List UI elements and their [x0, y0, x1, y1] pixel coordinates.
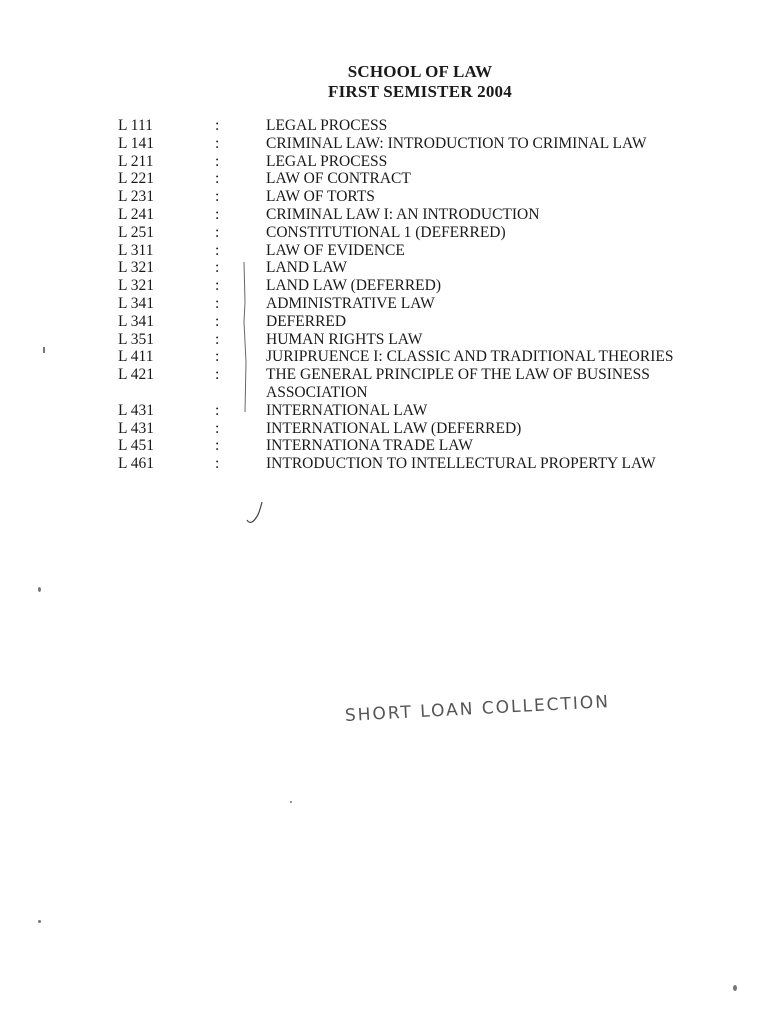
course-title: CRIMINAL LAW I: AN INTRODUCTION: [266, 205, 540, 223]
course-title: JURIPRUENCE I: CLASSIC AND TRADITIONAL THEORIES: [266, 348, 674, 366]
course-row: [0, 170, 768, 188]
separator: :: [215, 241, 220, 259]
separator: :: [215, 437, 220, 455]
course-title: ADMINISTRATIVE LAW: [266, 294, 435, 312]
separator: :: [215, 117, 220, 134]
course-title: LAND LAW (DEFERRED): [266, 277, 441, 295]
course-code: L 111: [118, 117, 153, 134]
course-row: [0, 188, 768, 206]
course-row: [0, 259, 768, 277]
course-row: [0, 224, 768, 242]
separator: :: [215, 419, 220, 437]
course-code: L 251: [118, 223, 155, 241]
scan-speck: [290, 801, 292, 803]
course-row: [0, 348, 768, 366]
pen-mark: [244, 500, 266, 526]
separator: :: [215, 277, 220, 295]
course-code: L 321: [118, 277, 155, 295]
course-title: INTRODUCTION TO INTELLECTURAL PROPERTY LAW: [266, 455, 656, 473]
course-title: INTERNATIONAL LAW: [266, 401, 428, 419]
course-code: L 141: [118, 134, 155, 152]
course-title: LAW OF EVIDENCE: [266, 241, 405, 259]
course-code: L 451: [118, 437, 155, 455]
separator: :: [215, 170, 220, 188]
course-row: [0, 277, 768, 295]
course-code: L 341: [118, 294, 155, 312]
separator: :: [215, 348, 220, 366]
course-row: [0, 295, 768, 313]
course-code: L 431: [118, 401, 155, 419]
margin-bracket-mark: [240, 262, 248, 412]
course-row: [0, 153, 768, 171]
course-code: L 421: [118, 366, 155, 384]
scan-speck: [43, 347, 45, 353]
course-title: DEFERRED: [266, 312, 347, 330]
separator: :: [215, 205, 220, 223]
course-title: INTERNATIONAL LAW (DEFERRED): [266, 419, 522, 437]
course-code: L 231: [118, 188, 155, 206]
course-code: L 211: [118, 152, 154, 170]
course-code: L 351: [118, 330, 155, 348]
document-subtitle: FIRST SEMISTER 2004: [328, 82, 512, 101]
course-row: [0, 206, 768, 224]
separator: :: [215, 312, 220, 330]
course-code: L 341: [118, 312, 155, 330]
course-row: [0, 366, 768, 402]
course-code: L 221: [118, 170, 155, 188]
course-row: [0, 331, 768, 349]
course-list: [0, 117, 768, 473]
separator: :: [215, 223, 220, 241]
course-title: INTERNATIONA TRADE LAW: [266, 437, 473, 455]
course-title: THE GENERAL PRINCIPLE OF THE LAW OF BUSINESS ASSOCIATION: [266, 366, 650, 401]
separator: :: [215, 188, 220, 206]
separator: :: [215, 294, 220, 312]
course-title: CRIMINAL LAW: INTRODUCTION TO CRIMINAL LAW: [266, 134, 647, 152]
course-row: [0, 242, 768, 260]
separator: :: [215, 401, 220, 419]
course-title: LEGAL PROCESS: [266, 117, 388, 134]
course-code: L 311: [118, 241, 154, 259]
separator: :: [215, 455, 220, 473]
course-row: [0, 455, 768, 473]
separator: :: [215, 330, 220, 348]
course-title: HUMAN RIGHTS LAW: [266, 330, 423, 348]
separator: :: [215, 366, 220, 384]
course-title: LEGAL PROCESS: [266, 152, 388, 170]
course-title: LAW OF TORTS: [266, 188, 375, 206]
scan-speck: [38, 587, 41, 592]
course-title: LAW OF CONTRACT: [266, 170, 411, 188]
course-row: [0, 402, 768, 420]
separator: :: [215, 152, 220, 170]
course-code: L 431: [118, 419, 155, 437]
course-code: L 411: [118, 348, 154, 366]
document-title: SCHOOL OF LAW: [347, 62, 493, 81]
course-row: [0, 420, 768, 438]
course-row: [0, 117, 768, 135]
separator: :: [215, 134, 220, 152]
course-row: [0, 313, 768, 331]
course-code: L 321: [118, 259, 155, 277]
course-row: [0, 437, 768, 455]
course-code: L 241: [118, 205, 155, 223]
separator: :: [215, 259, 220, 277]
course-title: LAND LAW: [266, 259, 347, 277]
course-row: [0, 135, 768, 153]
library-stamp: SHORT LOAN COLLECTION: [344, 692, 611, 726]
course-code: L 461: [118, 455, 155, 473]
scan-speck: [733, 985, 737, 991]
scan-speck: [38, 920, 41, 923]
course-title: CONSTITUTIONAL 1 (DEFERRED): [266, 223, 506, 241]
